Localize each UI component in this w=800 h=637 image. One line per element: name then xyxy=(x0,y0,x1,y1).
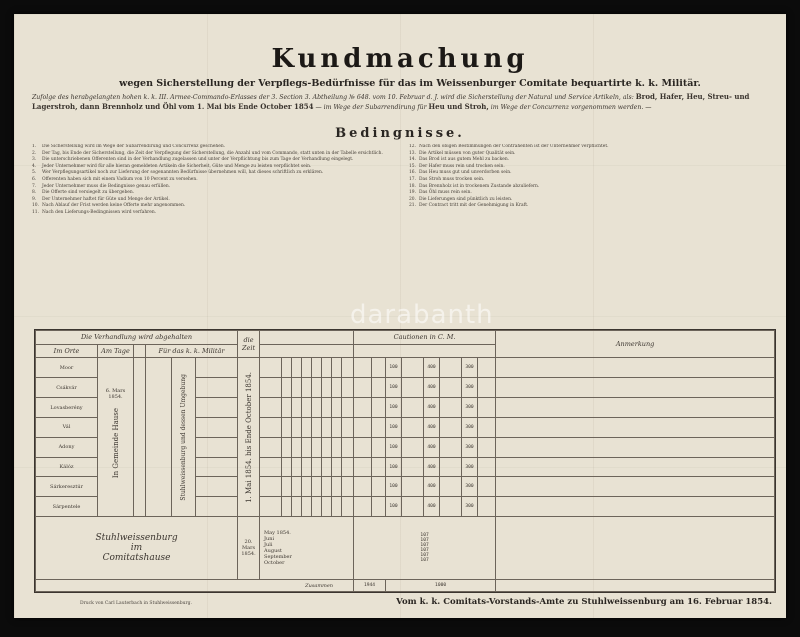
tage-header: Am Tage xyxy=(98,344,134,358)
caution-cell: 400 xyxy=(424,398,440,418)
month-total: 107 xyxy=(420,553,429,559)
caution-cell: 300 xyxy=(462,417,478,437)
date-main: 6. Mars 1854. xyxy=(105,388,126,401)
intro-end: im Wege der Concurrenz vorgenommen werden. — xyxy=(490,104,652,111)
month-label: May 1854. xyxy=(264,530,291,537)
sum-right: 1000 xyxy=(386,580,496,592)
condition-number: 11. xyxy=(32,209,39,215)
condition-item xyxy=(409,164,772,170)
place-cell: Vál xyxy=(36,417,98,437)
table-row xyxy=(36,358,775,378)
condition-item xyxy=(32,151,395,157)
condition-text: Nach Ablauf der Frist werden keine Offerte mehr angenommen. xyxy=(42,203,186,209)
condition-text: Jeder Unternehmer muss die Bedingnisse genau erfüllen. xyxy=(42,183,171,189)
condition-number: 13. xyxy=(409,150,416,156)
intro-items2: Heu und Stroh, xyxy=(428,102,489,111)
caution-cell: 100 xyxy=(386,358,402,378)
condition-text: Die Artikel müssen von guter Qualität sein. xyxy=(419,150,516,156)
condition-text: Die Offerte sind versiegelt zu übergeben. xyxy=(42,190,135,196)
zeit-header: die Zeit xyxy=(238,331,260,358)
condition-item xyxy=(409,197,772,203)
stuhl-months xyxy=(260,517,354,580)
place-cell: Adony xyxy=(36,437,98,457)
stuhl-date: 20. Mars 1854. xyxy=(238,517,260,580)
condition-text: Der Contract tritt mit der Genehmigung in Kraft. xyxy=(419,203,529,209)
month-label: August xyxy=(264,548,282,555)
umgebung-label: Stuhlweissenburg und dessen Umgebung xyxy=(180,374,187,501)
condition-number: 1. xyxy=(32,144,37,149)
conditions-heading: Bedingnisse. xyxy=(335,126,465,141)
condition-text: Jeder Unternehmer wird für alle hieran gemeldeten Artikeln die Sicherheit, Güte und Menge zu leisten verpflichtet sein. xyxy=(42,163,312,169)
condition-text: Das Brod ist aus gutem Mehl zu backen. xyxy=(419,157,510,163)
month-total: 107 xyxy=(420,548,429,554)
caution-cell: 400 xyxy=(424,497,440,517)
condition-item xyxy=(32,190,395,196)
condition-item xyxy=(409,184,772,190)
conditions-columns xyxy=(32,144,772,314)
caution-cell: 300 xyxy=(462,437,478,457)
place-cell: Csákvár xyxy=(36,378,98,398)
condition-item xyxy=(409,190,772,196)
condition-number: 12. xyxy=(409,144,416,149)
condition-text: Das Stroh muss trocken sein. xyxy=(419,176,485,182)
place-cell: Sárpentele xyxy=(36,497,98,517)
caution-cell: 400 xyxy=(424,358,440,378)
condition-number: 10. xyxy=(32,203,39,209)
condition-number: 15. xyxy=(409,163,416,169)
conditions-left-column xyxy=(32,144,395,314)
condition-text: Die Sicherstellung wird im Wege der Subarrendirung und Concurrenz geschehen. xyxy=(42,144,226,149)
condition-item xyxy=(409,157,772,163)
intro-items: Brod, Hafer, Heu, Streu- und Lagerstroh, dann Brennholz und Öhl xyxy=(32,92,750,111)
watermark: darabanth xyxy=(350,300,494,330)
condition-item xyxy=(32,157,395,163)
condition-item xyxy=(409,177,772,183)
stuhl-comitat: Comitatshause xyxy=(102,553,171,564)
proclamation-sheet xyxy=(14,14,786,618)
condition-number: 17. xyxy=(409,176,416,182)
condition-text: Wer Verpflegungsartikel noch zur Lieferung der sogenannten Bedürfnisse übernehmen will, hat dieses schriftlich zu erklären. xyxy=(42,170,324,176)
caution-cell: 100 xyxy=(386,497,402,517)
fur-header: Für das k. k. Militär xyxy=(146,344,238,358)
condition-item xyxy=(409,144,772,150)
condition-number: 8. xyxy=(32,190,37,196)
caution-cell: 100 xyxy=(386,417,402,437)
condition-item xyxy=(32,177,395,183)
condition-item xyxy=(32,197,395,203)
cautionen-header: Cautionen in C. M. xyxy=(354,331,496,345)
printer-imprint: Druck von Carl Lauterbach in Stuhlweissenburg. xyxy=(80,601,192,606)
condition-text: Der Unternehmer haftet für Güte und Menge der Artikel. xyxy=(42,196,170,202)
condition-item xyxy=(32,203,395,209)
intro-lead: Zufolge des herabgelangten hohen k. k. III. Armee-Commando-Erlasses der 3. Section 3. Abtheilung № 648. vom 10. Februar d. J. wird die Sicherstellung der Natural und Service Artikeln, als: xyxy=(32,94,634,101)
month-total: 107 xyxy=(420,558,429,564)
umgebung-cell xyxy=(172,358,196,517)
caution-cell: 100 xyxy=(386,437,402,457)
condition-number: 6. xyxy=(32,176,37,182)
sum-label: Zusammen xyxy=(36,580,354,592)
page-title: Kundmachung xyxy=(271,44,529,74)
table-group-header: Die Verhandlung wird abgehalten xyxy=(36,331,238,345)
intro-period: vom 1. Mai bis Ende October 1854 xyxy=(178,102,314,111)
condition-text: Der Tag, bis Ende der Sicherstellung, die Zeit der Verpflegung der Sicherstellung, die Anzahl und vom Commando, statt unten in der Tabelle ersichtlich. xyxy=(42,150,383,156)
caution-cell: 300 xyxy=(462,398,478,418)
intro-paragraph xyxy=(32,92,770,112)
date-cell xyxy=(98,358,134,517)
anmerkung-header: Anmerkung xyxy=(496,331,775,358)
month-label: Juni xyxy=(264,536,275,543)
condition-text: Nach den obigen Bestimmungen der Contrahenten ist der Unternehmer verpflichtet. xyxy=(419,144,609,149)
condition-number: 18. xyxy=(409,183,416,189)
condition-number: 14. xyxy=(409,157,416,163)
month-label: October xyxy=(264,560,285,567)
place-cell: Kálóz xyxy=(36,457,98,477)
month-total: 107 xyxy=(420,543,429,549)
caution-cell: 300 xyxy=(462,358,478,378)
condition-item xyxy=(32,144,395,150)
conditions-right-column xyxy=(409,144,772,314)
condition-item xyxy=(32,164,395,170)
zeit-label: 1. Mai 1854. bis Ende October 1854. xyxy=(244,371,253,503)
condition-text: Das Brennholz ist in trockenem Zustande abzuliefern. xyxy=(419,183,540,189)
sum-left: 1944 xyxy=(354,580,386,592)
condition-text: Nach den Lieferungs-Bedingnissen wird verfahren. xyxy=(42,209,157,215)
caution-cell: 400 xyxy=(424,457,440,477)
gemeinde-label: In Gemeinde Hause xyxy=(111,408,120,479)
stuhl-im: im xyxy=(130,543,143,554)
stuhl-totals xyxy=(354,517,496,580)
condition-text: Die unterschriebenen Offerenten sind in der Verhandlung zugelassen und unter der Verpflichtung bis zum Tage der Verhandlung eingelegt. xyxy=(42,157,354,163)
stuhl-place: Stuhlweissenburg xyxy=(95,533,178,544)
condition-item xyxy=(32,184,395,190)
footer-signature: Vom k. k. Comitats-Vorstands-Amte zu Stuhlweissenburg am 16. Februar 1854. xyxy=(396,597,772,607)
condition-number: 7. xyxy=(32,183,37,189)
caution-cell: 300 xyxy=(462,477,478,497)
condition-number: 3. xyxy=(32,157,37,163)
condition-item xyxy=(409,170,772,176)
place-cell: Sárkeresztúr xyxy=(36,477,98,497)
caution-cell: 300 xyxy=(462,378,478,398)
condition-number: 2. xyxy=(32,150,37,156)
caution-cell: 400 xyxy=(424,437,440,457)
month-total: 107 xyxy=(420,538,429,544)
caution-cell: 100 xyxy=(386,457,402,477)
caution-cell: 300 xyxy=(462,457,478,477)
condition-number: 9. xyxy=(32,196,37,202)
caution-cell: 300 xyxy=(462,497,478,517)
condition-item xyxy=(409,203,772,209)
condition-item xyxy=(32,210,395,216)
caution-cell: 400 xyxy=(424,378,440,398)
month-label: Juli xyxy=(264,542,273,549)
condition-item xyxy=(409,151,772,157)
condition-text: Das Öhl muss rein sein. xyxy=(419,190,472,196)
condition-number: 5. xyxy=(32,170,37,176)
ort-header: Im Orte xyxy=(36,344,98,358)
condition-item xyxy=(32,170,395,176)
caution-cell: 400 xyxy=(424,417,440,437)
condition-number: 20. xyxy=(409,196,416,202)
subtitle: wegen Sicherstellung der Verpflegs-Bedürfnisse für das im Weissenburger Comitate bequartirte k. k. Militär. xyxy=(119,78,701,89)
condition-number: 21. xyxy=(409,203,416,209)
intro-rest: — im Wege der Subarrendirung für xyxy=(315,104,427,111)
condition-number: 16. xyxy=(409,170,416,176)
place-cell: Lovasberény xyxy=(36,398,98,418)
schedule-table xyxy=(34,329,776,593)
caution-cell: 100 xyxy=(386,378,402,398)
caution-cell: 400 xyxy=(424,477,440,497)
zeit-cell xyxy=(238,358,260,517)
condition-text: Der Hafer muss rein und trocken sein. xyxy=(419,163,505,169)
condition-text: Offerenten haben sich mit einem Vadium von 10 Percent zu versehen. xyxy=(42,176,198,182)
condition-text: Das Heu muss gut und unverdorben sein. xyxy=(419,170,512,176)
caution-cell: 100 xyxy=(386,398,402,418)
month-label: September xyxy=(264,554,292,561)
condition-number: 19. xyxy=(409,190,416,196)
month-total: 107 xyxy=(420,533,429,539)
condition-number: 4. xyxy=(32,163,37,169)
condition-text: Die Lieferungen sind pünktlich zu leisten. xyxy=(419,196,513,202)
caution-cell: 100 xyxy=(386,477,402,497)
place-cell: Moor xyxy=(36,358,98,378)
